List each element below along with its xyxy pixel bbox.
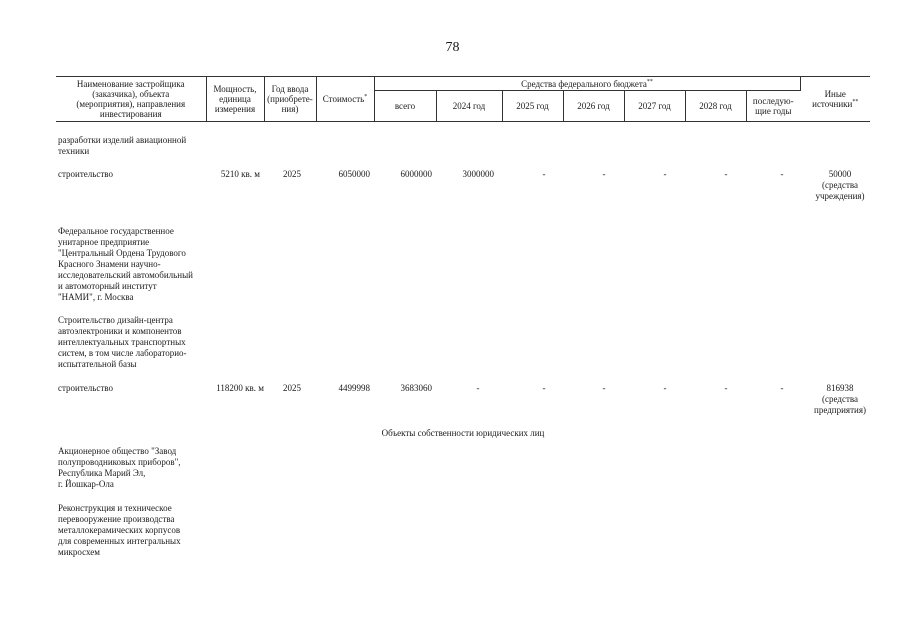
table-header: [56, 76, 870, 122]
row-name-semiconductor-plant: Акционерное общество "Завод полупроводниковых приборов", Республика Марий Эл, г. Йошкар-Ола: [58, 446, 181, 489]
row-later: -: [780, 383, 784, 393]
row-name: строительство: [58, 169, 113, 179]
header-year: Год ввода (приобрете- ния): [264, 77, 316, 122]
header-2025: 2025 год: [502, 91, 563, 122]
header-2026: 2026 год: [563, 91, 624, 122]
row-year: 2025: [283, 169, 301, 179]
row-later: -: [780, 169, 784, 179]
row-2025: -: [542, 383, 546, 393]
row-name-aviation: разработки изделий авиационной техники: [58, 135, 187, 156]
row-year: 2025: [283, 383, 301, 393]
row-2027: -: [663, 169, 667, 179]
header-later-years: последую- щие годы: [746, 91, 800, 122]
row-name-nami: Федеральное государственное унитарное предприятие "Центральный Ордена Трудового Красного Знамени научно- исследовательский автомобильный и автомоторный институт "НАМИ", г. Москва: [58, 226, 193, 302]
row-total: 6000000: [400, 169, 432, 179]
header-2024: 2024 год: [436, 91, 502, 122]
row-2028: -: [724, 383, 728, 393]
row-2028: -: [724, 169, 728, 179]
row-name-design-center: Строительство дизайн-центра автоэлектроники и компонентов интеллектуальных транспортных систем, в том числе лабораторио- испытательной базы: [58, 315, 187, 369]
row-2024: -: [476, 383, 480, 393]
row-capacity: 118200 кв. м: [216, 383, 264, 393]
row-other: 50000 (средства учреждения): [815, 169, 865, 201]
row-2027: -: [663, 383, 667, 393]
row-total: 3683060: [400, 383, 432, 393]
section-title: Объекты собственности юридических лиц: [381, 428, 545, 438]
row-cost: 6050000: [338, 169, 370, 179]
row-name: строительство: [58, 383, 113, 393]
row-name-reconstruction: Реконструкция и техническое перевооружение производства металлокерамических корпусов для современных интегральных микросхем: [58, 503, 181, 557]
page-number: 78: [445, 40, 460, 55]
header-2027: 2027 год: [624, 91, 685, 122]
header-federal-budget: Средства федерального бюджета**: [374, 77, 800, 91]
row-2026: -: [602, 169, 606, 179]
row-cost: 4499998: [338, 383, 370, 393]
row-other: 816938 (средства предприятия): [814, 383, 866, 415]
header-capacity: Мощность, единица измерения: [206, 77, 264, 122]
row-2026: -: [602, 383, 606, 393]
header-cost: Стоимость*: [316, 77, 374, 122]
header-other-sources: Иные источники**: [800, 77, 870, 122]
header-total: всего: [374, 91, 436, 122]
header-name: Наименование застройщика (заказчика), объекта (мероприятия), направления инвестирования: [56, 77, 206, 122]
row-2025: -: [542, 169, 546, 179]
header-2028: 2028 год: [685, 91, 746, 122]
row-capacity: 5210 кв. м: [220, 169, 260, 179]
row-2024: 3000000: [462, 169, 494, 179]
